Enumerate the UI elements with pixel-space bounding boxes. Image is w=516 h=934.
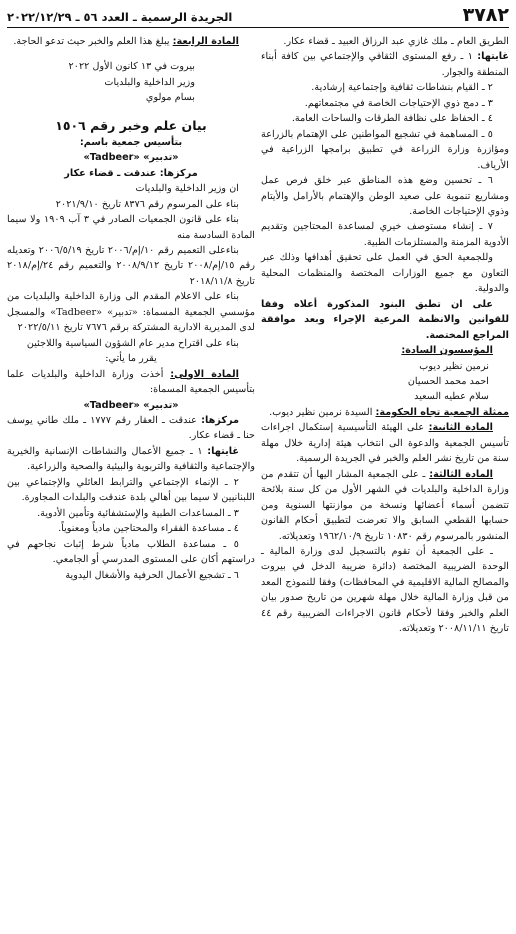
page-number: ٣٧٨٢	[462, 4, 509, 26]
notice-title: بيان علم وخبر رقم ١٥٠٦	[55, 117, 207, 133]
aim-item: ٥ ـ المساهمة في تشجيع المواطنين على الإهتمام بالزراعة ومؤازرة وزارة الزراعة في تطبيق برامجها الزراعية في الأرياف.	[261, 128, 509, 171]
association-name: «تدبير» «Tadbeer»	[83, 152, 179, 164]
aim-item: ٣ ـ دمج ذوي الإحتياجات الخاصة في مجتمعاتهم.	[304, 97, 493, 109]
condition-text: على ان تطبق البنود المذكورة أعلاه وفقا للقوانين والانظمة المرعية الإجراء وبعد موافقة المراجع المختصة.	[261, 298, 509, 341]
aim-item: ٦ ـ تشجيع الأعمال الحرفية والأشغال اليدوية	[65, 569, 239, 581]
aim-item: ١ ـ جميع الأعمال والنشاطات الإنسانية والخيرية والإجتماعية والثقافية والتربوية والبيئية والصحية والزراعية.	[7, 445, 255, 473]
whereas-clause: بناء على المرسوم رقم ٨٣٧٦ تاريخ ٢٠٢١/٩/١٠	[55, 198, 239, 210]
aim-item: ٤ ـ مساعدة الفقراء والمحتاجين مادياً ومعنوياً.	[58, 523, 239, 535]
whereas-clause: بناء على قانون الجمعيات الصادر في ٣ آب ١٩٠٩ ولا سيما المادة السادسة منه	[7, 214, 255, 241]
journal-title: الجريدة الرسمية ـ العدد ٥٦ ـ ٢٠٢٢/١٢/٢٩	[7, 10, 233, 24]
article-text: يبلغ هذا العلم والخبر حيث تدعو الحاجة.	[13, 36, 170, 47]
article-text: ـ على الجمعية المشار اليها أن تتقدم من وزارة الداخلية والبلديات في الشهر الأول من كل سنة بلائحة تتضمن أسماء أعضائها ونسخة من موازنتها السنوية ومن حسابها القطعي السابق والا تعرضت لتطبيق أحكام القانون المنشور بالمرسوم رقم ١٠٨٣٠ تاريخ ١٩٦٢/١٠/٩ وتعديلاته.	[261, 468, 509, 542]
page-header	[7, 6, 509, 28]
sign-place: بيروت في ١٣ كانون الأول ٢٠٢٢	[68, 61, 195, 73]
aim-item: ٢ ـ الإنماء الإجتماعي والترابط العائلي والإجتماعي بين اللبنانيين لا سيما بين أهالي بلدة عندقت والبلدات المجاورة.	[7, 476, 255, 504]
gov-rep-text: السيدة نرمين نظير ديوب.	[269, 406, 373, 418]
signature-block	[7, 59, 255, 105]
minister-intro: ان وزير الداخلية والبلديات	[135, 183, 239, 195]
association-name: «تدبير» «Tadbeer»	[83, 399, 179, 411]
gov-rep-label: ممثلة الجمعية تجاه الحكومة:	[375, 406, 509, 418]
aims-label: غايتها:	[207, 445, 239, 457]
sign-name: بسام مولوي	[145, 92, 195, 104]
notice-subtitle: بتأسيس جمعية باسم:	[79, 136, 183, 148]
article-label: المادة الاولى:	[170, 368, 239, 380]
whereas-clause: بناءعلى التعميم رقم ١٠/إم/٢٠٠٦ تاريخ ٢٠٠٦/٥/١٩ وتعديله رقم ١٥/إم/٢٠٠٨ تاريخ ٢٠٠٨/٩/١٢ والتعميم رقم ٢٤/إم/٢٠١٨ تاريخ ٢٠١٨/١١/٨	[7, 244, 255, 287]
whereas-clause: بناء على اقتراح مدير عام الشؤون السياسية واللاجئين	[26, 337, 239, 349]
article-label: المادة الثالثة:	[429, 468, 494, 480]
columns	[7, 34, 509, 637]
decides-line: يقرر ما يأتي:	[105, 353, 157, 365]
aim-item: ٥ ـ مساعدة الطلاب مادياً شرط إثبات نجاحهم في دراستهم أكان على المستوى المدرسي أو الجامعي.	[7, 538, 255, 566]
hq-text: عندقت ـ العقار رقم ١٧٧٧ ـ ملك طاني يوسف حنا ـ قضاء عكار.	[7, 414, 255, 442]
founder-name: نرمين نظير ديوب	[419, 360, 489, 372]
aim-item: ١ ـ رفع المستوى الثقافي والإجتماعي بين كافة أبناء المنطقة والجوار.	[261, 51, 509, 78]
article-text: أخذت وزارة الداخلية والبلديات علما بتأسيس الجمعية المسماة:	[7, 368, 255, 396]
founders-list	[261, 359, 509, 405]
paragraph: الطريق العام ـ ملك غازي عبد الرزاق العبيد ـ قضاء عكار.	[283, 36, 509, 47]
article-label: المادة الثانية:	[428, 422, 493, 434]
whereas-clause: بناء على الاعلام المقدم الى وزارة الداخلية والبلديات من مؤسسي الجمعية المسماة: «تدبير» «Tadbeer» والمسجل لدى المديرية الادارية المشتركة برقم ٧٦٧٦ تاريخ ٢٠٢٢/٥/١١	[7, 291, 256, 334]
paragraph: وللجمعية الحق في العمل على تحقيق أهدافها وذلك عبر التعاون مع جميع الوزارات المختصة والمنظمات المحلية والدولية.	[261, 252, 509, 295]
article-label: المادة الرابعة:	[172, 36, 239, 47]
aim-item: ٣ ـ المساعدات الطبية والإستشفائية وتأمين الأدوية.	[37, 507, 239, 519]
article-text: ـ على الجمعية أن تقوم بالتسجيل لدى وزارة المالية ـ الوحدة الضريبية المختصة (دائرة ضريبة الدخل في بيروت والمصالح المالية الاقليمية في المحافظات) وفقا للنموذج المعد من قبل وزارة المالية خلال مهلة شهرين من تاريخ صدور بيان العلم والخبر وفقا لأحكام قانون الاجراءات الضريبية رقم ٤٤ تاريخ ٢٠٠٨/١١/١١ وتعديلاته.	[261, 545, 509, 635]
founder-name: سلام عطيه السعيد	[414, 391, 489, 403]
founders-label: المؤسسون السادة:	[401, 345, 493, 357]
hq-label: مركزها:	[201, 414, 239, 426]
headquarters-line: مركزها: عندقت ـ قضاء عكار	[64, 167, 198, 179]
aim-item: ٦ ـ تحسين وضع هذه المناطق عبر خلق فرص عمل ومشاريع تنموية على صعيد الوطن والإهتمام بالأرامل والأيتام وذوي الإحتياجات الخاصة.	[261, 175, 509, 217]
aim-item: ٤ ـ الحفاظ على نظافة الطرقات والساحات العامة.	[291, 113, 493, 125]
left-column	[7, 34, 255, 637]
aims-label: غايتها:	[477, 51, 509, 63]
aim-item: ٢ ـ القيام بنشاطات ثقافية وإجتماعية إرشادية.	[311, 82, 493, 94]
sign-title: وزير الداخلية والبلديات	[104, 76, 195, 88]
aim-item: ٧ ـ إنشاء مستوصف خيري لمساعدة المحتاجين وتقديم الأدوية المزمنة والمستلزمات الطبية.	[261, 221, 509, 248]
founder-name: احمد محمد الحسيان	[407, 375, 489, 387]
right-column	[261, 34, 509, 637]
article-text: على الهيئة التأسيسية إستكمال اجراءات تأسيس الجمعية والدعوة الى انتخاب هيئة إدارية خلال مهلة سنة من تاريخ نشر العلم والخبر في الجريدة الرسمية.	[261, 422, 509, 465]
